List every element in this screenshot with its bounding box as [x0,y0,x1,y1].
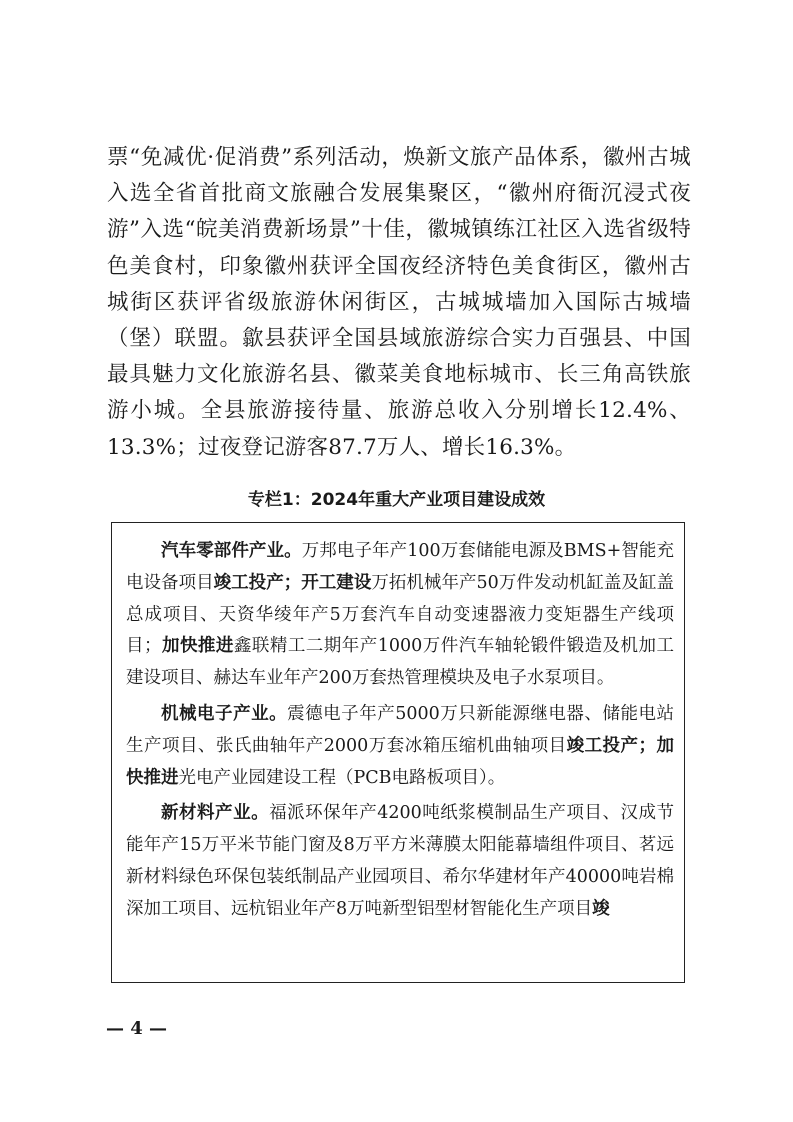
segment: 竣工投产；加快推进 [126,735,674,788]
column-paragraph-new-materials [126,798,674,925]
segment: 万拓机械年产50万件发动机缸盖及缸盖总成项目、天资华绫年产5万套汽车自动变速器液力变矩器生产线项目； [126,572,674,657]
segment: 竣 [592,898,610,919]
segment: 福派环保年产4200吨纸浆模制品生产项目、汉成节能年产15万平米节能门窗及8万平方米薄膜太阳能幕墙组件项目、茗远新材料绿色环保包装纸制品产业园项目、希尔华建材年产40000吨岩棉深加工项目、远杭铝业年产8万吨新型铝型材智能化生产项目 [126,803,674,919]
segment: 汽车零部件产业。 [161,541,302,561]
segment: 震德电子年产5000万只新能源继电器、储能电站生产项目、张氏曲轴年产2000万套冰箱压缩机曲轴项目 [126,703,674,756]
intro-paragraph: 票“免减优·促消费”系列活动，焕新文旅产品体系，徽州古城入选全省首批商文旅融合发展集聚区，“徽州府衙沉浸式夜游”入选“皖美消费新场景”十佳，徽城镇练江社区入选省级特色美食村，印象徽州获评全国夜经济特色美食街区，徽州古城街区获评省级旅游休闲街区，古城城墙加入国际古城墙（堡）联盟。歙县获评全国县域旅游综合实力百强县、中国最具魅力文化旅游名县、徽菜美食地标城市、长三角高铁旅游小城。全县旅游接待量、旅游总收入分别增长12.4%、13.3%；过夜登记游客87.7万人、增长16.3%。 [107,145,691,460]
segment: 新材料产业。 [161,803,270,824]
segment: 加快推进 [161,636,234,657]
column-title: 专栏1：2024年重大产业项目建设成效 [247,490,546,510]
segment: 万邦电子年产100万套储能电源及BMS+智能充电设备项目 [126,541,675,593]
column-paragraph-auto-parts [126,536,674,695]
segment: 光电产业园建设工程（PCB电路板项目）。 [178,767,506,788]
segment: 竣工投产；开工建设 [213,572,372,593]
column-box [111,522,685,983]
segment: 机械电子产业。 [161,703,288,724]
page-number: — 4 — [106,1018,168,1039]
column-paragraph-mech-electronics [126,699,674,794]
segment: 鑫联精工二期年产1000万件汽车轴轮锻件锻造及机加工建设项目、赫达车业年产200万套热管理模块及电子水泵项目。 [126,636,674,689]
